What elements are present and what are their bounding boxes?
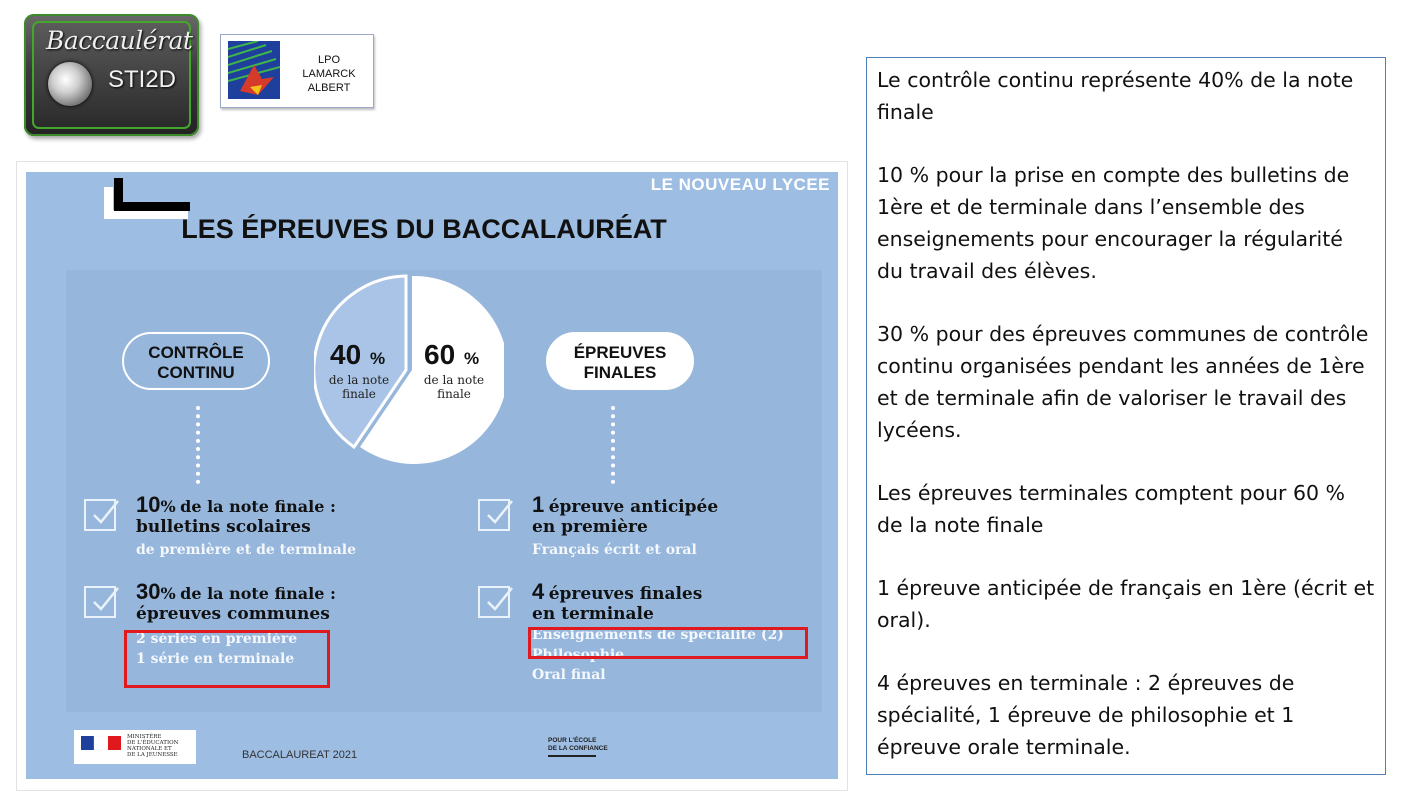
left-item-2-pct: % xyxy=(160,584,176,603)
left-item-1 xyxy=(136,492,356,560)
logo-bac-bottom-text: STI2D xyxy=(108,66,177,93)
logo-bac-top-text: Baccaulérat xyxy=(46,26,193,55)
pie-label-60-text-l1: de la note xyxy=(423,373,485,387)
ministry-l3: NATIONALE ET xyxy=(127,746,172,752)
highlight-box-series xyxy=(124,630,330,688)
controle-continu-pill xyxy=(122,332,270,390)
epreuves-finales-l1: ÉPREUVES xyxy=(573,343,667,362)
pie-label-40-text-l2: finale xyxy=(342,387,376,401)
left-item-2-number: 30 xyxy=(136,579,161,604)
right-item-2-head2: en terminale xyxy=(532,604,654,624)
right-item-2-number: 4 xyxy=(532,579,545,604)
checkbox-icon xyxy=(478,499,510,531)
school-name-line1: LPO LAMARCK xyxy=(302,54,356,80)
pie-label-40-symbol: % xyxy=(370,349,386,368)
dotted-connector-right xyxy=(611,406,619,484)
ministry-logo xyxy=(74,730,196,764)
ministry-l2: DE L'ÉDUCATION xyxy=(127,740,179,746)
pie-chart xyxy=(314,272,504,468)
controle-continu-l2: CONTINU xyxy=(157,363,235,382)
right-item-1-head: épreuve anticipée xyxy=(548,497,719,517)
left-item-2-sub-1: 2 séries en première xyxy=(136,631,298,647)
epreuves-finales-l2: FINALES xyxy=(583,363,657,382)
dotted-connector-left xyxy=(196,406,204,484)
school-emblem-icon xyxy=(228,41,280,99)
brand-label: LE NOUVEAU LYCEE xyxy=(650,175,830,194)
left-item-2-sub-2: 1 série en terminale xyxy=(136,651,295,667)
left-item-1-number: 10 xyxy=(136,492,161,517)
school-logo xyxy=(220,34,374,108)
pie-label-60-symbol: % xyxy=(464,349,480,368)
ecole-confiance-logo xyxy=(548,737,608,757)
paragraph-epreuves-communes: 30 % pour des épreuves communes de contrôle continu organisées pendant les années de 1ère et de terminale afin de valoriser le travail des lycéens. xyxy=(877,322,1369,442)
right-item-2-sub-3: Oral final xyxy=(532,667,606,683)
school-name-line2: ALBERT xyxy=(307,82,351,94)
epreuves-finales-pill xyxy=(546,332,694,390)
left-item-1-head2: bulletins scolaires xyxy=(136,517,311,537)
disc-icon xyxy=(48,62,92,106)
infographic-title: LES ÉPREUVES DU BACCALAURÉAT xyxy=(181,214,667,244)
right-item-2-sub-1: Enseignements de spécialité (2) xyxy=(532,627,784,643)
french-flag-icon xyxy=(81,736,121,750)
controle-continu-l1: CONTRÔLE xyxy=(148,343,244,362)
paragraph-controle-continu: Le contrôle continu représente 40% de la note finale xyxy=(877,68,1354,124)
left-item-2-head2: épreuves communes xyxy=(136,604,330,624)
ecole-l2: DE LA CONFIANCE xyxy=(548,745,608,752)
left-item-1-head: de la note finale : xyxy=(180,497,336,516)
pie-label-40-text-l1: de la note xyxy=(328,373,390,387)
right-item-1-head2: en première xyxy=(532,517,648,537)
right-item-2-head: épreuves finales xyxy=(548,584,703,604)
explanation-text-box xyxy=(866,57,1386,775)
infographic xyxy=(26,172,838,779)
pie-label-60-value: 60 xyxy=(424,339,456,370)
pie-label-40-value: 40 xyxy=(330,339,362,370)
right-item-2-sub-2: Philosophie xyxy=(532,647,625,663)
checkbox-icon xyxy=(478,586,510,618)
checkbox-icon xyxy=(84,586,116,618)
paragraph-epreuve-anticipee: 1 épreuve anticipée de français en 1ère (écrit et oral). xyxy=(877,576,1375,632)
left-item-2-head: de la note finale : xyxy=(180,584,336,603)
left-item-1-pct: % xyxy=(160,497,176,516)
checkbox-icon xyxy=(84,499,116,531)
baccalaureat-sti2d-logo xyxy=(24,14,199,136)
highlight-box-specialite xyxy=(528,627,808,659)
footer-year: BACCALAUREAT 2021 xyxy=(242,749,358,761)
corner-decoration-black xyxy=(114,178,190,211)
ministry-l1: MINISTÈRE xyxy=(127,734,162,740)
right-item-1-sub-1: Français écrit et oral xyxy=(532,542,697,558)
right-item-1-number: 1 xyxy=(532,492,545,517)
right-item-1 xyxy=(532,492,718,560)
pie-label-60-text-l2: finale xyxy=(437,387,471,401)
paragraph-epreuves-terminales: Les épreuves terminales comptent pour 60 % de la note finale xyxy=(877,481,1346,537)
paragraph-bulletins: 10 % pour la prise en compte des bulletins de 1ère et de terminale dans l’ensemble des enseignements pour encourager la régularité du travail des élèves. xyxy=(877,163,1350,283)
ministry-l4: DE LA JEUNESSE xyxy=(127,752,178,758)
paragraph-quatre-epreuves: 4 épreuves en terminale : 2 épreuves de spécialité, 1 épreuve de philosophie et 1 épreuve orale terminale. xyxy=(877,671,1295,759)
left-item-1-sub-1: de première et de terminale xyxy=(136,542,357,558)
ecole-l1: POUR L'ÉCOLE xyxy=(548,737,597,744)
